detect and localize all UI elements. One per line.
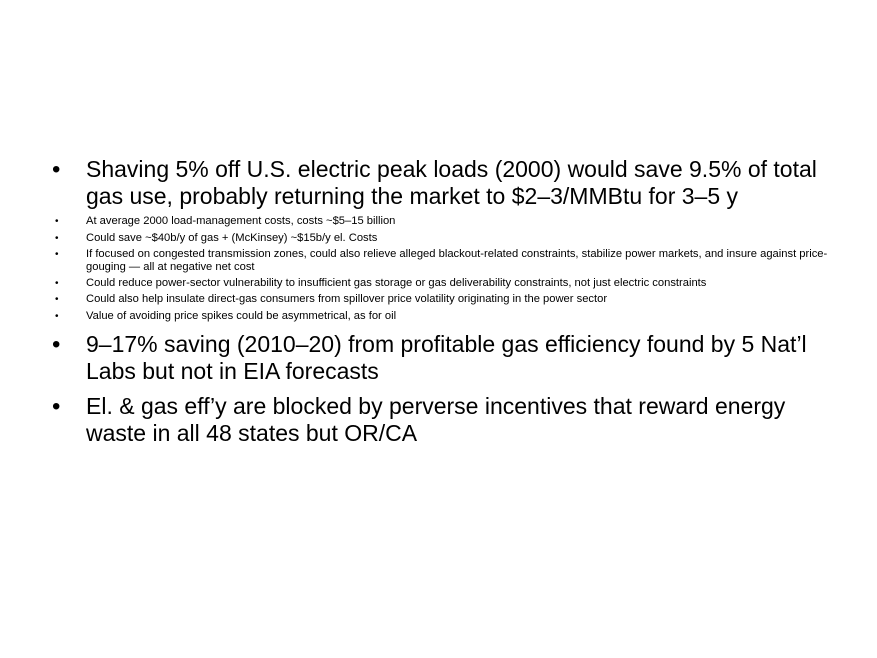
sub-bullet-gas-savings — [52, 232, 842, 245]
sub-bullet-transmission-zones — [52, 248, 842, 273]
bullet-item-gas-efficiency — [52, 331, 842, 385]
sub-bullet-power-sector-vulnerability — [52, 277, 842, 290]
bullet-marker: • — [55, 310, 59, 322]
bullet-marker: • — [55, 249, 59, 260]
bullet-text: Could save ~$40b/y of gas + (McKinsey) ~$15b/y el. Costs — [86, 231, 378, 244]
bullet-marker: • — [55, 277, 59, 289]
bullet-list — [52, 156, 842, 447]
sub-bullet-insulate-consumers — [52, 293, 842, 306]
bullet-text: El. & gas eff’y are blocked by perverse incentives that reward energy waste in all 48 states but OR/CA — [86, 392, 786, 446]
bullet-marker: • — [55, 294, 59, 305]
bullet-marker: • — [55, 232, 59, 244]
bullet-item-peak-load-shaving — [52, 156, 842, 210]
bullet-text: Could reduce power-sector vulnerability to insufficient gas storage or gas deliverability constraints, not just electric constraints — [86, 276, 707, 289]
bullet-marker: • — [55, 216, 59, 227]
bullet-text: Value of avoiding price spikes could be asymmetrical, as for oil — [86, 309, 397, 322]
bullet-text: At average 2000 load-management costs, costs ~$5–15 billion — [86, 215, 396, 227]
bullet-text: Shaving 5% off U.S. electric peak loads (2000) would save 9.5% of total gas use, probably returning the market to $2–3/MMBtu for 3–5 y — [86, 156, 817, 209]
sub-bullet-price-spikes — [52, 310, 842, 323]
bullet-text: If focused on congested transmission zones, could also relieve alleged blackout-related constraints, stabilize power markets, and insure against price-gouging — all at negative net cost — [86, 248, 828, 273]
bullet-marker: • — [52, 392, 61, 420]
bullet-text: 9–17% saving (2010–20) from profitable gas efficiency found by 5 Nat’l Labs but not in EIA forecasts — [86, 330, 807, 384]
sub-bullet-load-management-costs — [52, 215, 842, 228]
bullet-marker: • — [52, 156, 61, 183]
bullet-text: Could also help insulate direct-gas consumers from spillover price volatility originating in the power sector — [86, 293, 608, 305]
bullet-item-perverse-incentives — [52, 393, 842, 447]
bullet-marker: • — [52, 330, 61, 358]
